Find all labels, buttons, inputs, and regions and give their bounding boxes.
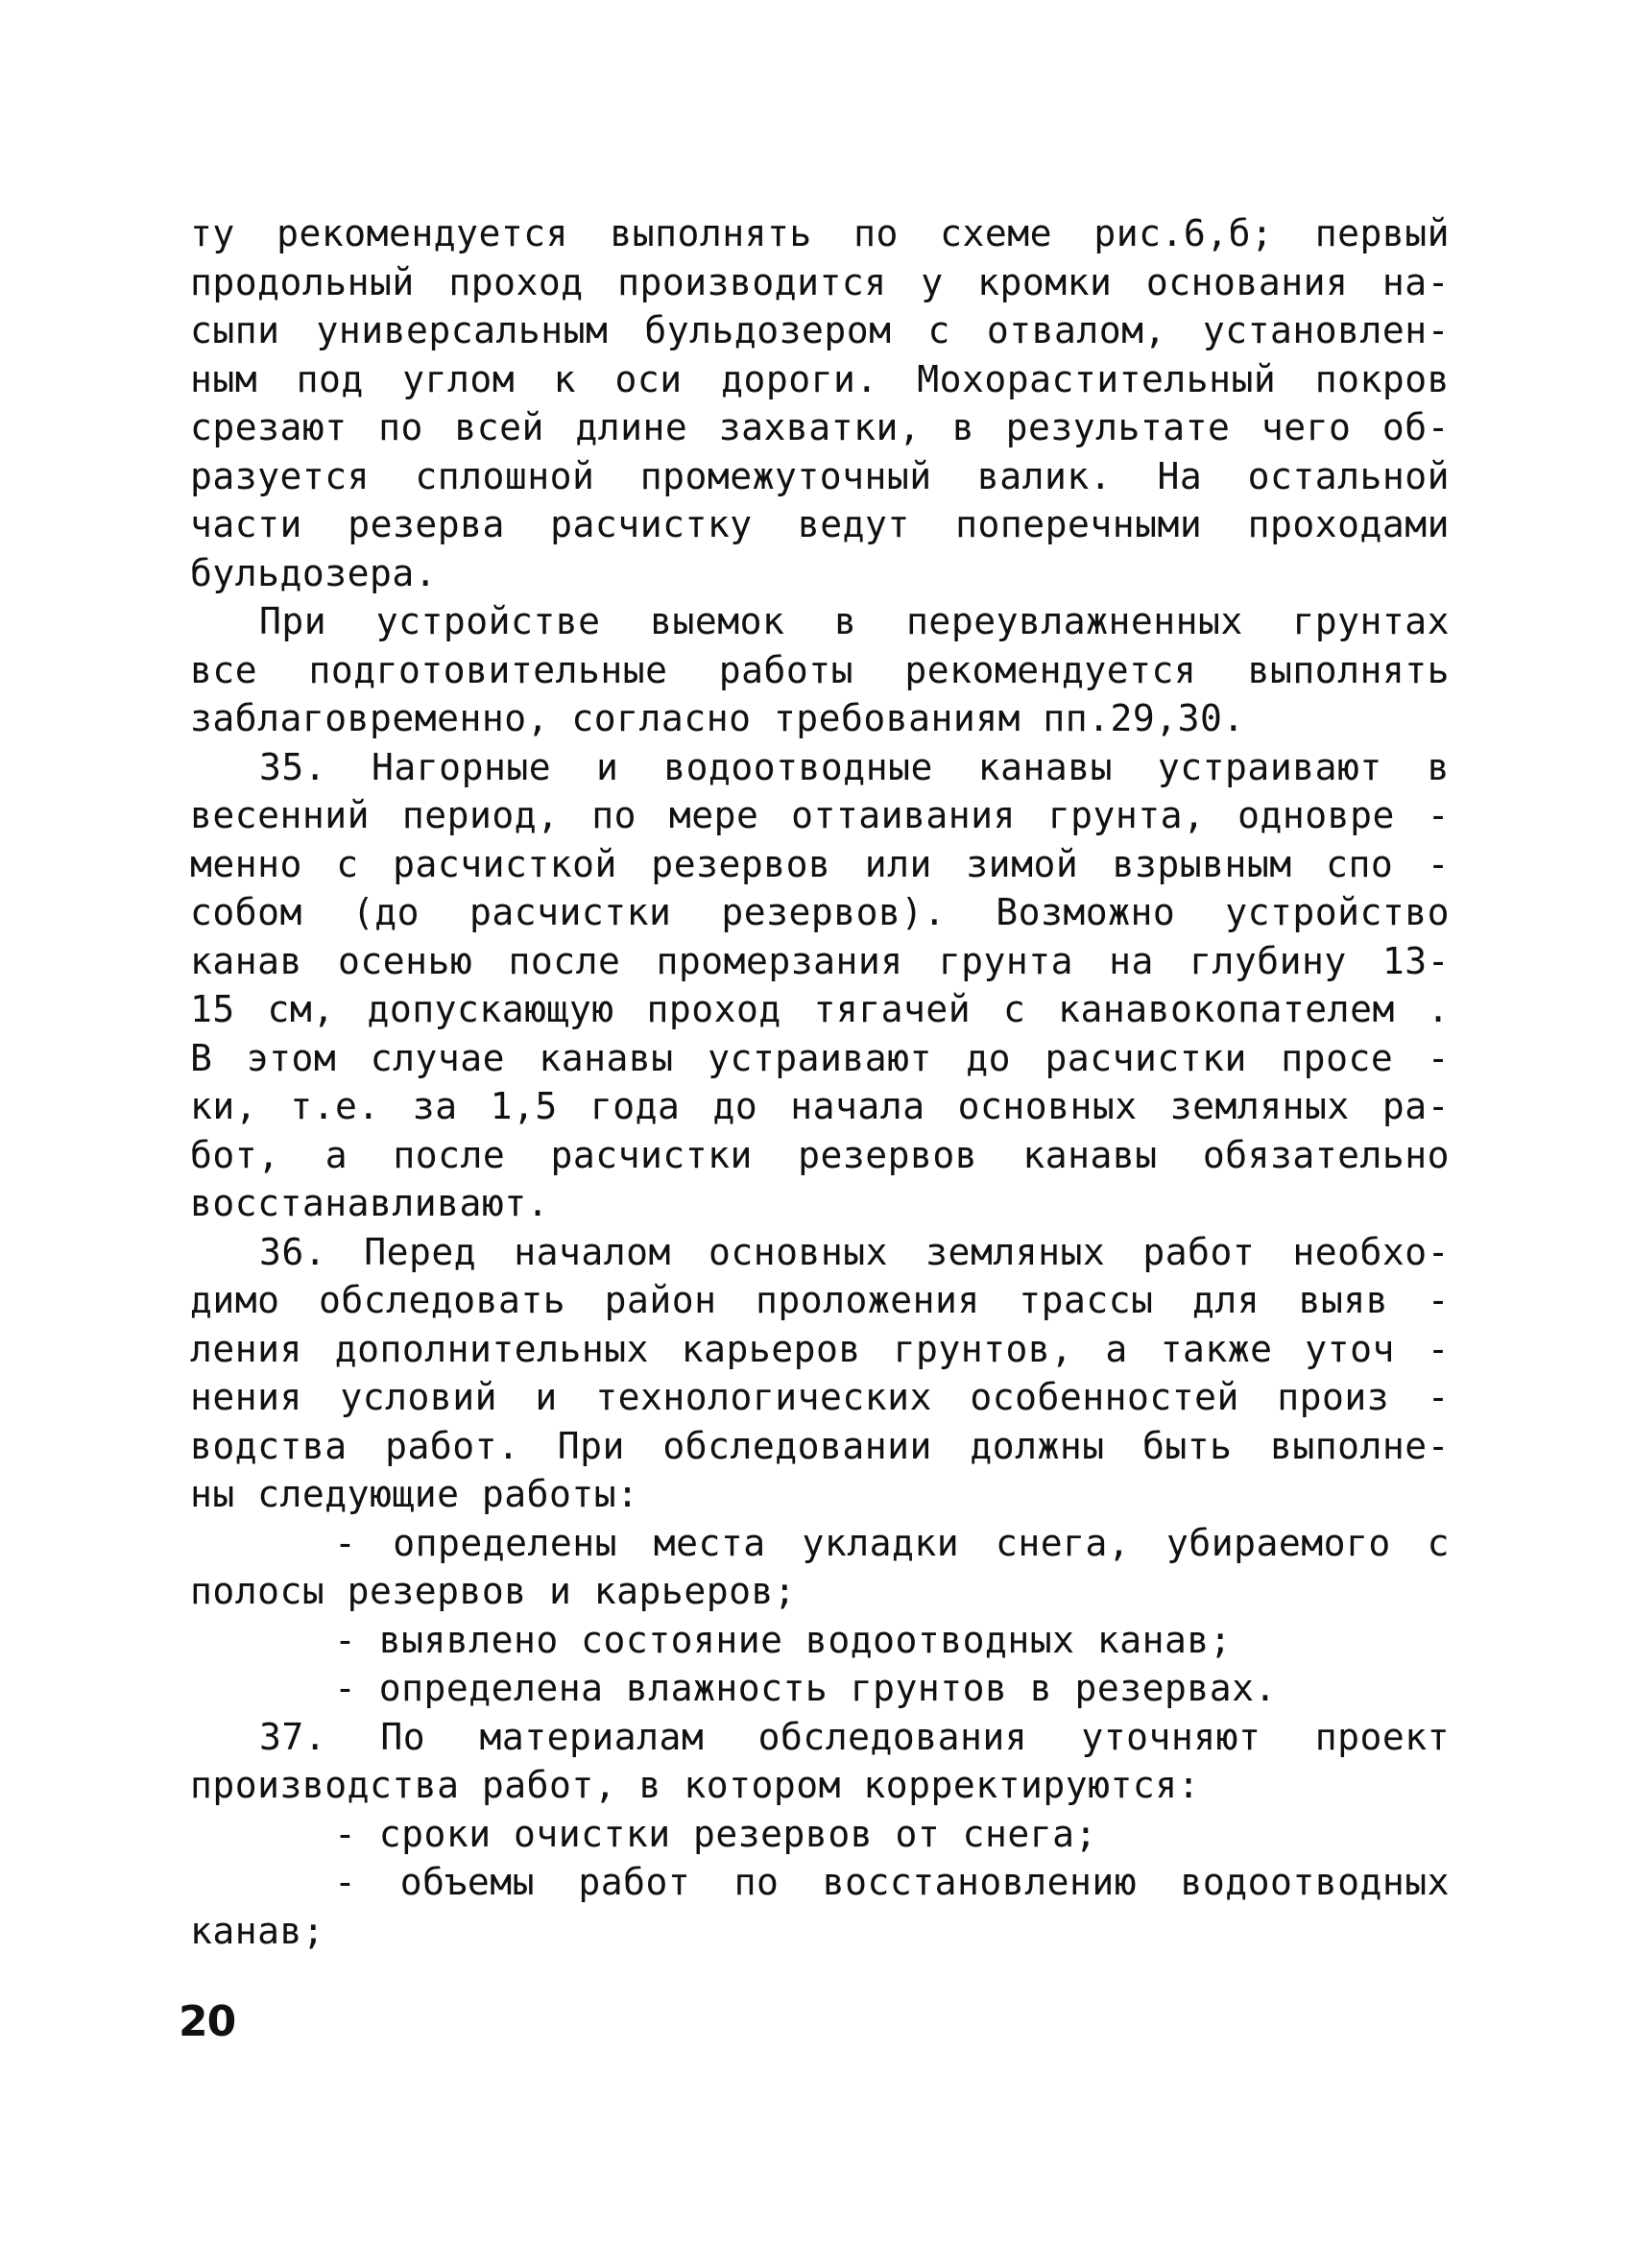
text-line: срезают по всей длине захватки, в результате чего об- — [190, 406, 1450, 448]
list-item: - выявлено состояние водоотводных канав; — [334, 1618, 1233, 1661]
text-line: собом (до расчистки резервов). Возможно устройство — [190, 891, 1450, 933]
text-line: канав осенью после промерзания грунта на глубину 13- — [190, 939, 1450, 982]
list-item: - определены места укладки снега, убираемого с — [334, 1521, 1450, 1564]
text-line: водства работ. При обследовании должны быть выполне- — [190, 1424, 1450, 1467]
text-line: бульдозера. — [190, 551, 438, 594]
text-line: ны следующие работы: — [190, 1473, 639, 1515]
text-line: разуется сплошной промежуточный валик. На остальной — [190, 454, 1450, 497]
document-body — [190, 209, 1450, 1955]
text-line: В этом случае канавы устраивают до расчистки просе - — [190, 1036, 1450, 1079]
text-line: бот, а после расчистки резервов канавы обязательно — [190, 1133, 1450, 1176]
list-item: - объемы работ по восстановлению водоотводных — [334, 1861, 1450, 1903]
text-line: При устройстве выемок в переувлажненных грунтах — [259, 600, 1450, 642]
text-line: ным под углом к оси дороги. Мохорастительный покров — [190, 357, 1450, 400]
text-line: все подготовительные работы рекомендуется выполнять — [190, 648, 1450, 691]
text-line: части резерва расчистку ведут поперечными проходами — [190, 503, 1450, 545]
text-line: 37. По материалам обследования уточняют проект — [259, 1715, 1450, 1758]
text-line: ления дополнительных карьеров грунтов, а также уточ - — [190, 1327, 1450, 1370]
text-line: канав; — [190, 1909, 325, 1952]
text-line: менно с расчисткой резервов или зимой взрывным спо - — [190, 842, 1450, 885]
list-item: - определена влажность грунтов в резервах. — [334, 1667, 1277, 1709]
text-line: продольный проход производится у кромки основания на- — [190, 260, 1450, 303]
text-line: весенний период, по мере оттаивания грунта, одновре - — [190, 794, 1450, 836]
text-line: димо обследовать район проложения трассы для выяв - — [190, 1279, 1450, 1321]
text-line: 35. Нагорные и водоотводные канавы устраивают в — [259, 745, 1450, 788]
text-line: восстанавливают. — [190, 1182, 550, 1224]
text-line: полосы резервов и карьеров; — [190, 1570, 797, 1612]
text-line: сыпи универсальным бульдозером с отвалом, установлен- — [190, 309, 1450, 351]
text-line: 15 см, допускающую проход тягачей с канавокопателем . — [190, 988, 1450, 1030]
page-number: 20 — [179, 1997, 236, 2046]
text-line: производства работ, в котором корректируются: — [190, 1764, 1201, 1806]
text-line: заблаговременно, согласно требованиям пп.29,30. — [190, 697, 1245, 739]
text-line: 36. Перед началом основных земляных работ необхо- — [259, 1230, 1450, 1273]
text-line: ки, т.е. за 1,5 года до начала основных земляных ра- — [190, 1085, 1450, 1127]
list-item: - сроки очистки резервов от снега; — [334, 1812, 1097, 1855]
text-line: нения условий и технологических особенностей произ - — [190, 1376, 1450, 1418]
text-line: ту рекомендуется выполнять по схеме рис.6,б; первый — [190, 212, 1450, 254]
